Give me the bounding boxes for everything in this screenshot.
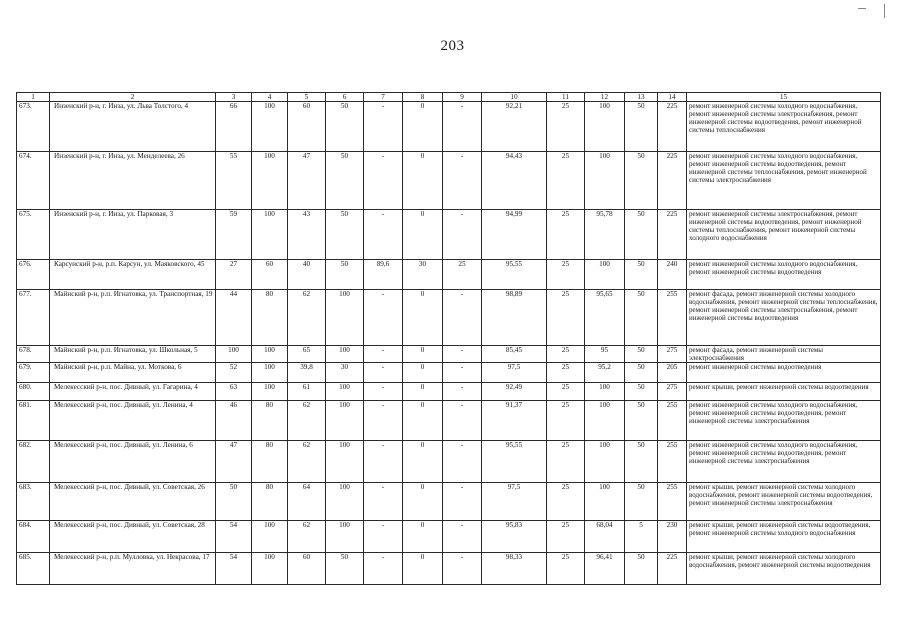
value-cell: 60 <box>288 553 326 585</box>
value-cell: 50 <box>625 210 658 260</box>
column-number-header: 5 <box>288 93 326 102</box>
value-cell: 54 <box>216 521 252 553</box>
value-cell: 64 <box>288 483 326 521</box>
value-cell: 100 <box>252 521 288 553</box>
value-cell: 100 <box>326 521 364 553</box>
value-cell: - <box>443 483 482 521</box>
column-number-header: 9 <box>443 93 482 102</box>
value-cell: 255 <box>658 401 687 441</box>
value-cell: 62 <box>288 441 326 483</box>
value-cell: - <box>364 553 403 585</box>
value-cell: - <box>364 383 403 401</box>
repair-works-cell: ремонт инженерной системы холодного водоснабжения, ремонт инженерной системы водоотведения, ремонт инженерной системы электроснабжения <box>687 401 881 441</box>
value-cell: 0 <box>403 363 443 383</box>
value-cell: 225 <box>658 152 687 210</box>
table-row <box>17 363 881 383</box>
column-number-header: 2 <box>50 93 216 102</box>
value-cell: 54 <box>216 553 252 585</box>
value-cell: 0 <box>403 290 443 346</box>
address-cell: Майнский р-н, р.п. Игнатовка, ул. Школьная, 5 <box>50 346 216 363</box>
value-cell: 95,55 <box>482 260 547 290</box>
value-cell: 27 <box>216 260 252 290</box>
value-cell: 205 <box>658 363 687 383</box>
value-cell: 25 <box>547 401 585 441</box>
value-cell: 50 <box>326 210 364 260</box>
value-cell: 0 <box>403 152 443 210</box>
value-cell: 60 <box>252 260 288 290</box>
value-cell: 94,99 <box>482 210 547 260</box>
table-row <box>17 521 881 553</box>
value-cell: 25 <box>547 102 585 152</box>
row-number: 673. <box>17 102 50 152</box>
value-cell: 0 <box>403 483 443 521</box>
value-cell: 46 <box>216 401 252 441</box>
value-cell: 50 <box>326 553 364 585</box>
value-cell: - <box>364 152 403 210</box>
value-cell: 97,5 <box>482 363 547 383</box>
repair-works-cell: ремонт инженерной системы холодного водоснабжения, ремонт инженерной системы водоотведения <box>687 260 881 290</box>
value-cell: - <box>443 363 482 383</box>
value-cell: - <box>364 483 403 521</box>
table-row <box>17 401 881 441</box>
value-cell: 100 <box>585 441 625 483</box>
value-cell: - <box>443 521 482 553</box>
value-cell: 95,78 <box>585 210 625 260</box>
value-cell: 92,21 <box>482 102 547 152</box>
value-cell: 98,33 <box>482 553 547 585</box>
value-cell: 100 <box>585 102 625 152</box>
value-cell: 98,89 <box>482 290 547 346</box>
value-cell: 100 <box>585 383 625 401</box>
row-number: 679. <box>17 363 50 383</box>
address-cell: Майнский р-н, р.п. Майна, ул. Моткова, 6 <box>50 363 216 383</box>
value-cell: 0 <box>403 102 443 152</box>
column-number-row <box>17 93 881 102</box>
scan-mark <box>884 4 885 18</box>
value-cell: 30 <box>403 260 443 290</box>
value-cell: 240 <box>658 260 687 290</box>
address-cell: Инзенский р-н, г. Инза, ул. Менделеева, 26 <box>50 152 216 210</box>
row-number: 680. <box>17 383 50 401</box>
value-cell: - <box>364 401 403 441</box>
repair-works-cell: ремонт фасада, ремонт инженерной системы электроснабжения <box>687 346 881 363</box>
address-cell: Инзенский р-н, г. Инза, ул. Льва Толстого, 4 <box>50 102 216 152</box>
value-cell: 100 <box>585 260 625 290</box>
row-number: 677. <box>17 290 50 346</box>
scan-mark <box>858 8 866 9</box>
value-cell: 255 <box>658 483 687 521</box>
value-cell: 62 <box>288 290 326 346</box>
address-cell: Мелекесский р-н, пос. Дивный, ул. Советская, 26 <box>50 483 216 521</box>
column-number-header: 4 <box>252 93 288 102</box>
value-cell: 52 <box>216 363 252 383</box>
value-cell: 50 <box>326 152 364 210</box>
value-cell: 0 <box>403 383 443 401</box>
value-cell: 95,83 <box>482 521 547 553</box>
value-cell: 91,37 <box>482 401 547 441</box>
value-cell: 95,65 <box>585 290 625 346</box>
column-number-header: 11 <box>547 93 585 102</box>
address-cell: Мелекесский р-н, пос. Дивный, ул. Гагарина, 4 <box>50 383 216 401</box>
address-cell: Мелекесский р-н, пос. Дивный, ул. Ленина, 6 <box>50 441 216 483</box>
value-cell: 25 <box>547 290 585 346</box>
row-number: 678. <box>17 346 50 363</box>
value-cell: 40 <box>288 260 326 290</box>
value-cell: 80 <box>252 483 288 521</box>
value-cell: 43 <box>288 210 326 260</box>
table-row <box>17 102 881 152</box>
column-number-header: 7 <box>364 93 403 102</box>
value-cell: 230 <box>658 521 687 553</box>
row-number: 685. <box>17 553 50 585</box>
value-cell: 50 <box>625 346 658 363</box>
value-cell: 47 <box>216 441 252 483</box>
value-cell: - <box>443 152 482 210</box>
value-cell: 25 <box>547 383 585 401</box>
value-cell: 100 <box>252 363 288 383</box>
value-cell: 225 <box>658 553 687 585</box>
value-cell: 25 <box>547 152 585 210</box>
value-cell: 65 <box>288 346 326 363</box>
column-number-header: 14 <box>658 93 687 102</box>
value-cell: 25 <box>547 553 585 585</box>
table-row <box>17 210 881 260</box>
value-cell: 50 <box>625 401 658 441</box>
repair-works-cell: ремонт крыши, ремонт инженерной системы водоотведения <box>687 383 881 401</box>
value-cell: - <box>364 363 403 383</box>
value-cell: - <box>443 290 482 346</box>
value-cell: 50 <box>625 553 658 585</box>
value-cell: - <box>364 210 403 260</box>
repair-works-cell: ремонт инженерной системы холодного водоснабжения, ремонт инженерной системы водоотведения, ремонт инженерной системы электроснабжения <box>687 441 881 483</box>
repair-works-cell: ремонт инженерной системы водоотведения <box>687 363 881 383</box>
value-cell: 44 <box>216 290 252 346</box>
value-cell: 255 <box>658 441 687 483</box>
repair-works-cell: ремонт инженерной системы холодного водоснабжения, ремонт инженерной системы водоотведения, ремонт инженерной системы теплоснабжения, ремонт инженерной системы электроснабжения <box>687 152 881 210</box>
address-cell: Майнский р-н, р.п. Игнатовка, ул. Транспортная, 19 <box>50 290 216 346</box>
row-number: 681. <box>17 401 50 441</box>
value-cell: 85,45 <box>482 346 547 363</box>
value-cell: 100 <box>326 383 364 401</box>
value-cell: 50 <box>625 260 658 290</box>
table-row <box>17 553 881 585</box>
value-cell: 275 <box>658 383 687 401</box>
table-row <box>17 290 881 346</box>
address-cell: Инзенский р-н, г. Инза, ул. Парковая, 3 <box>50 210 216 260</box>
value-cell: - <box>443 346 482 363</box>
value-cell: 100 <box>326 290 364 346</box>
value-cell: 100 <box>252 152 288 210</box>
value-cell: 100 <box>585 401 625 441</box>
table-row <box>17 483 881 521</box>
value-cell: 0 <box>403 553 443 585</box>
value-cell: 225 <box>658 102 687 152</box>
value-cell: 94,43 <box>482 152 547 210</box>
value-cell: 100 <box>326 346 364 363</box>
value-cell: 62 <box>288 521 326 553</box>
table-row <box>17 152 881 210</box>
value-cell: 25 <box>547 441 585 483</box>
repair-works-cell: ремонт инженерной системы холодного водоснабжения, ремонт инженерной системы электроснабжения, ремонт инженерной системы водоотведения, ремонт инженерной системы теплоснабжения <box>687 102 881 152</box>
value-cell: 62 <box>288 401 326 441</box>
value-cell: 25 <box>443 260 482 290</box>
value-cell: 97,5 <box>482 483 547 521</box>
row-number: 683. <box>17 483 50 521</box>
value-cell: 5 <box>625 521 658 553</box>
value-cell: 50 <box>625 383 658 401</box>
value-cell: 100 <box>585 152 625 210</box>
table-row <box>17 346 881 363</box>
value-cell: 225 <box>658 210 687 260</box>
column-number-header: 6 <box>326 93 364 102</box>
value-cell: - <box>443 383 482 401</box>
value-cell: 25 <box>547 521 585 553</box>
value-cell: - <box>364 521 403 553</box>
value-cell: 100 <box>252 553 288 585</box>
value-cell: 47 <box>288 152 326 210</box>
value-cell: 95 <box>585 346 625 363</box>
value-cell: - <box>364 441 403 483</box>
value-cell: - <box>443 102 482 152</box>
value-cell: 55 <box>216 152 252 210</box>
value-cell: 25 <box>547 210 585 260</box>
address-cell: Мелекесский р-н, пос. Дивный, ул. Ленина, 4 <box>50 401 216 441</box>
column-number-header: 3 <box>216 93 252 102</box>
value-cell: - <box>443 553 482 585</box>
value-cell: 25 <box>547 483 585 521</box>
value-cell: 89,6 <box>364 260 403 290</box>
value-cell: 100 <box>216 346 252 363</box>
row-number: 684. <box>17 521 50 553</box>
value-cell: 50 <box>625 102 658 152</box>
column-number-header: 15 <box>687 93 881 102</box>
address-cell: Мелекесский р-н, пос. Дивный, ул. Советская, 28 <box>50 521 216 553</box>
table-row <box>17 260 881 290</box>
value-cell: 50 <box>625 483 658 521</box>
value-cell: 255 <box>658 290 687 346</box>
value-cell: - <box>443 401 482 441</box>
value-cell: 60 <box>288 102 326 152</box>
value-cell: - <box>364 290 403 346</box>
value-cell: 80 <box>252 401 288 441</box>
data-table <box>16 92 881 585</box>
column-number-header: 1 <box>17 93 50 102</box>
value-cell: 0 <box>403 521 443 553</box>
value-cell: 0 <box>403 346 443 363</box>
row-number: 676. <box>17 260 50 290</box>
value-cell: 50 <box>625 363 658 383</box>
value-cell: - <box>364 346 403 363</box>
value-cell: 50 <box>326 102 364 152</box>
column-number-header: 13 <box>625 93 658 102</box>
value-cell: 80 <box>252 290 288 346</box>
address-cell: Карсунский р-н, р.п. Карсун, ул. Маяковского, 45 <box>50 260 216 290</box>
value-cell: 63 <box>216 383 252 401</box>
value-cell: 25 <box>547 346 585 363</box>
value-cell: 100 <box>252 102 288 152</box>
value-cell: 0 <box>403 441 443 483</box>
row-number: 675. <box>17 210 50 260</box>
value-cell: 25 <box>547 363 585 383</box>
repair-works-cell: ремонт крыши, ремонт инженерной системы холодного водоснабжения, ремонт инженерной системы водоотведения <box>687 553 881 585</box>
value-cell: 0 <box>403 210 443 260</box>
repair-works-cell: ремонт крыши, ремонт инженерной системы водоотведения, ремонт инженерной системы холодного водоснабжения <box>687 521 881 553</box>
value-cell: 100 <box>326 441 364 483</box>
value-cell: 96,41 <box>585 553 625 585</box>
repair-works-cell: ремонт крыши, ремонт инженерной системы холодного водоснабжения, ремонт инженерной системы водоотведения, ремонт инженерной системы электроснабжения <box>687 483 881 521</box>
value-cell: 50 <box>625 441 658 483</box>
value-cell: - <box>443 441 482 483</box>
value-cell: 50 <box>625 152 658 210</box>
address-cell: Мелекесский р-н, р.п. Мулловка, ул. Некрасова, 17 <box>50 553 216 585</box>
page-number: 203 <box>440 38 465 54</box>
value-cell: 0 <box>403 401 443 441</box>
table-row <box>17 441 881 483</box>
value-cell: 25 <box>547 260 585 290</box>
value-cell: 39,8 <box>288 363 326 383</box>
value-cell: 100 <box>252 210 288 260</box>
value-cell: 95,55 <box>482 441 547 483</box>
value-cell: 68,04 <box>585 521 625 553</box>
value-cell: 275 <box>658 346 687 363</box>
value-cell: 95,2 <box>585 363 625 383</box>
value-cell: 50 <box>326 260 364 290</box>
value-cell: 59 <box>216 210 252 260</box>
value-cell: 50 <box>216 483 252 521</box>
value-cell: 50 <box>625 290 658 346</box>
value-cell: 92,49 <box>482 383 547 401</box>
table-row <box>17 383 881 401</box>
value-cell: 30 <box>326 363 364 383</box>
value-cell: - <box>443 210 482 260</box>
value-cell: 66 <box>216 102 252 152</box>
value-cell: 100 <box>252 383 288 401</box>
row-number: 682. <box>17 441 50 483</box>
value-cell: 100 <box>585 483 625 521</box>
repair-works-cell: ремонт фасада, ремонт инженерной системы холодного водоснабжения, ремонт инженерной системы теплоснабжения, ремонт инженерной системы электроснабжения, ремонт инженерной системы водоотведения <box>687 290 881 346</box>
value-cell: 100 <box>326 483 364 521</box>
column-number-header: 12 <box>585 93 625 102</box>
value-cell: 100 <box>252 346 288 363</box>
value-cell: 100 <box>326 401 364 441</box>
value-cell: 61 <box>288 383 326 401</box>
column-number-header: 10 <box>482 93 547 102</box>
value-cell: - <box>364 102 403 152</box>
value-cell: 80 <box>252 441 288 483</box>
column-number-header: 8 <box>403 93 443 102</box>
row-number: 674. <box>17 152 50 210</box>
repair-works-cell: ремонт инженерной системы электроснабжения, ремонт инженерной системы водоотведения, ремонт инженерной системы теплоснабжения, ремонт инженерной системы холодного водоснабжения <box>687 210 881 260</box>
